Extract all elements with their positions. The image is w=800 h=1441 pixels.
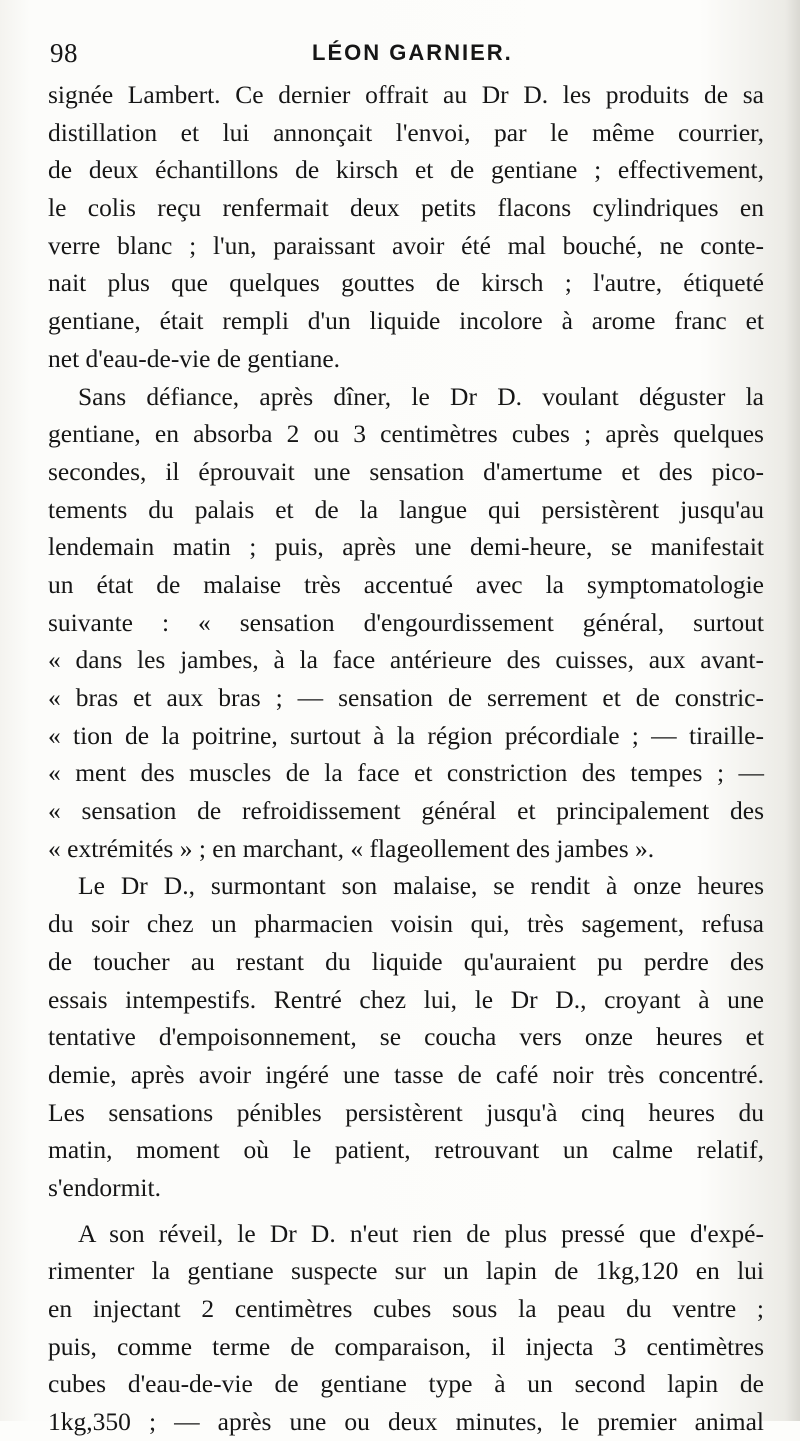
text-line: 1kg,350 ; — après une ou deux minutes, le premier animal xyxy=(48,1407,764,1437)
text-line: s'endormit. xyxy=(48,1172,161,1202)
page-number: 98 xyxy=(50,38,78,68)
paragraph-gap xyxy=(48,1207,764,1215)
text-line: signée Lambert. Ce dernier offrait au Dr D. les produits de sa xyxy=(48,80,764,109)
text-line: de deux échantillons de kirsch et de gentiane ; effectivement, xyxy=(48,155,764,185)
text-line: suivante : « sensation d'engourdissement général, surtout xyxy=(48,607,764,637)
text-line: A son réveil, le Dr D. n'eut rien de plus pressé que d'expé- xyxy=(78,1218,764,1248)
text-line: « ment des muscles de la face et constriction des tempes ; — xyxy=(48,758,764,788)
text-line: essais intempestifs. Rentré chez lui, le Dr D., croyant à une xyxy=(48,984,764,1014)
text-line: net d'eau-de-vie de gentiane. xyxy=(48,343,341,373)
text-line: « extrémités » ; en marchant, « flageollement des jambes ». xyxy=(48,833,655,863)
running-head: LÉON GARNIER. xyxy=(312,40,513,65)
text-line: demie, après avoir ingéré une tasse de café noir très concentré. xyxy=(48,1059,764,1089)
text-line: tentative d'empoisonnement, se coucha vers onze heures et xyxy=(48,1022,764,1052)
text-line: le colis reçu renfermait deux petits flacons cylindriques en xyxy=(48,193,764,223)
text-line: rimenter la gentiane suspecte sur un lapin de 1kg,120 en lui xyxy=(48,1256,764,1286)
text-line: cubes d'eau-de-vie de gentiane type à un second lapin de xyxy=(48,1369,764,1399)
text-line: « bras et aux bras ; — sensation de serrement et de constric- xyxy=(48,683,764,712)
text-line: secondes, il éprouvait une sensation d'amertume et des pico- xyxy=(48,456,764,486)
text-line: Le Dr D., surmontant son malaise, se rendit à onze heures xyxy=(78,871,764,901)
text-line: en injectant 2 centimètres cubes sous la peau du ventre ; xyxy=(48,1294,764,1323)
text-line: de toucher au restant du liquide qu'auraient pu perdre des xyxy=(48,946,764,976)
text-line: lendemain matin ; puis, après une demi-heure, se manifestait xyxy=(48,532,764,562)
text-line: nait plus que quelques gouttes de kirsch ; l'autre, étiqueté xyxy=(48,268,764,298)
text-line: « sensation de refroidissement général et principalement des xyxy=(48,796,764,826)
text-line: « tion de la poitrine, surtout à la région précordiale ; — tiraille- xyxy=(48,720,764,750)
text-line: du soir chez un pharmacien voisin qui, très sagement, refusa xyxy=(48,909,764,939)
text-line: matin, moment où le patient, retrouvant un calme relatif, xyxy=(48,1135,764,1165)
text-line: distillation et lui annonçait l'envoi, par le même courrier, xyxy=(48,117,764,147)
body-text xyxy=(48,76,764,1441)
text-line: Les sensations pénibles persistèrent jusqu'à cinq heures du xyxy=(48,1097,764,1127)
text-line: gentiane, en absorba 2 ou 3 centimètres cubes ; après quelques xyxy=(48,419,764,449)
text-line: « dans les jambes, à la face antérieure des cuisses, aux avant- xyxy=(48,645,764,675)
text-line: gentiane, était rempli d'un liquide incolore à arome franc et xyxy=(48,306,764,336)
text-line: un état de malaise très accentué avec la symptomatologie xyxy=(48,569,764,599)
page-header xyxy=(50,34,770,74)
text-line: puis, comme terme de comparaison, il injecta 3 centimètres xyxy=(48,1331,764,1361)
text-line: verre blanc ; l'un, paraissant avoir été mal bouché, ne conte- xyxy=(48,230,764,260)
text-line: tements du palais et de la langue qui persistèrent jusqu'au xyxy=(48,494,764,524)
text-line: Sans défiance, après dîner, le Dr D. voulant déguster la xyxy=(78,381,764,411)
